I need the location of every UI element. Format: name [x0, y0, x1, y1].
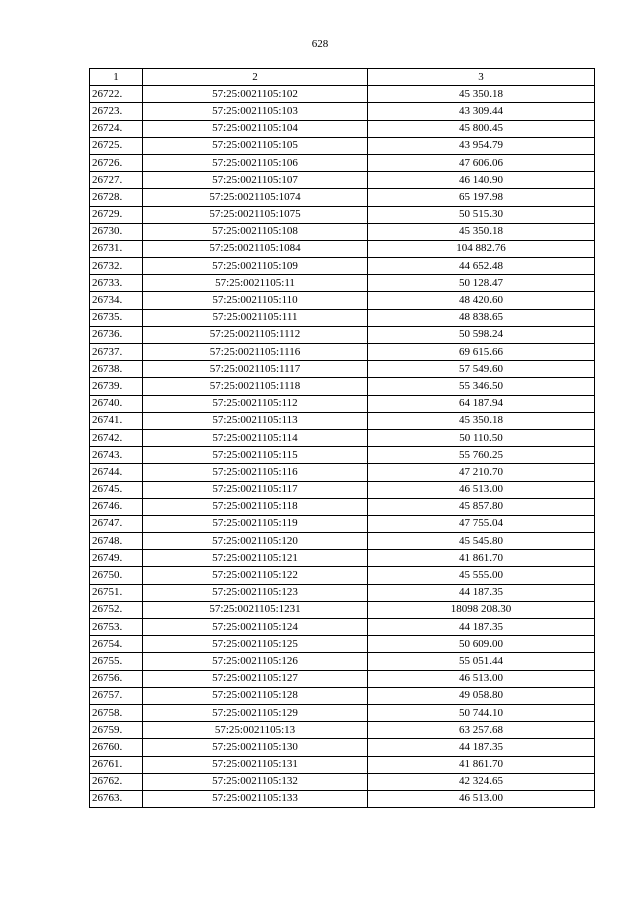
- cadastral-number-cell: 57:25:0021105:125: [143, 636, 368, 653]
- cadastral-number-cell: 57:25:0021105:11: [143, 275, 368, 292]
- table-row: [90, 773, 595, 790]
- cadastral-number-cell: 57:25:0021105:108: [143, 223, 368, 240]
- cadastral-number-cell: 57:25:0021105:1116: [143, 344, 368, 361]
- table-row: [90, 86, 595, 103]
- value-cell: 45 545.80: [368, 533, 595, 550]
- cadastral-number-cell: 57:25:0021105:123: [143, 584, 368, 601]
- cadastral-number-cell: 57:25:0021105:122: [143, 567, 368, 584]
- value-cell: 50 515.30: [368, 206, 595, 223]
- table-row: [90, 395, 595, 412]
- cadastral-number-cell: 57:25:0021105:13: [143, 722, 368, 739]
- cadastral-number-cell: 57:25:0021105:119: [143, 515, 368, 532]
- cadastral-number-cell: 57:25:0021105:115: [143, 447, 368, 464]
- table-row: [90, 670, 595, 687]
- row-number-cell: 26753.: [90, 619, 143, 636]
- table-row: [90, 223, 595, 240]
- table-row: [90, 790, 595, 807]
- value-cell: 45 350.18: [368, 86, 595, 103]
- cadastral-number-cell: 57:25:0021105:104: [143, 120, 368, 137]
- value-cell: 46 513.00: [368, 481, 595, 498]
- row-number-cell: 26755.: [90, 653, 143, 670]
- table-row: [90, 447, 595, 464]
- cadastral-number-cell: 57:25:0021105:110: [143, 292, 368, 309]
- row-number-cell: 26727.: [90, 172, 143, 189]
- value-cell: 45 350.18: [368, 412, 595, 429]
- column-header-1: 1: [90, 69, 143, 86]
- value-cell: 41 861.70: [368, 550, 595, 567]
- row-number-cell: 26740.: [90, 395, 143, 412]
- table-row: [90, 584, 595, 601]
- value-cell: 57 549.60: [368, 361, 595, 378]
- row-number-cell: 26725.: [90, 137, 143, 154]
- table-row: [90, 189, 595, 206]
- row-number-cell: 26722.: [90, 86, 143, 103]
- cadastral-number-cell: 57:25:0021105:130: [143, 739, 368, 756]
- value-cell: 55 346.50: [368, 378, 595, 395]
- row-number-cell: 26757.: [90, 687, 143, 704]
- row-number-cell: 26744.: [90, 464, 143, 481]
- table-row: [90, 258, 595, 275]
- value-cell: 44 187.35: [368, 739, 595, 756]
- table-row: [90, 326, 595, 343]
- table-row: [90, 498, 595, 515]
- row-number-cell: 26763.: [90, 790, 143, 807]
- row-number-cell: 26734.: [90, 292, 143, 309]
- row-number-cell: 26741.: [90, 412, 143, 429]
- table-row: [90, 636, 595, 653]
- row-number-cell: 26733.: [90, 275, 143, 292]
- cadastral-number-cell: 57:25:0021105:1117: [143, 361, 368, 378]
- cadastral-number-cell: 57:25:0021105:121: [143, 550, 368, 567]
- cadastral-number-cell: 57:25:0021105:129: [143, 704, 368, 721]
- cadastral-number-cell: 57:25:0021105:1231: [143, 601, 368, 618]
- cadastral-number-cell: 57:25:0021105:117: [143, 481, 368, 498]
- cadastral-number-cell: 57:25:0021105:127: [143, 670, 368, 687]
- row-number-cell: 26728.: [90, 189, 143, 206]
- row-number-cell: 26756.: [90, 670, 143, 687]
- table-row: [90, 206, 595, 223]
- cadastral-number-cell: 57:25:0021105:106: [143, 154, 368, 171]
- cadastral-number-cell: 57:25:0021105:133: [143, 790, 368, 807]
- table-row: [90, 361, 595, 378]
- table-row: [90, 619, 595, 636]
- column-header-3: 3: [368, 69, 595, 86]
- table-row: [90, 309, 595, 326]
- row-number-cell: 26732.: [90, 258, 143, 275]
- row-number-cell: 26723.: [90, 103, 143, 120]
- table-row: [90, 550, 595, 567]
- table-row: [90, 120, 595, 137]
- value-cell: 65 197.98: [368, 189, 595, 206]
- cadastral-number-cell: 57:25:0021105:1112: [143, 326, 368, 343]
- table-row: [90, 756, 595, 773]
- row-number-cell: 26729.: [90, 206, 143, 223]
- row-number-cell: 26752.: [90, 601, 143, 618]
- value-cell: 45 800.45: [368, 120, 595, 137]
- cadastral-number-cell: 57:25:0021105:102: [143, 86, 368, 103]
- value-cell: 55 760.25: [368, 447, 595, 464]
- cadastral-number-cell: 57:25:0021105:1075: [143, 206, 368, 223]
- cadastral-number-cell: 57:25:0021105:126: [143, 653, 368, 670]
- cadastral-number-cell: 57:25:0021105:107: [143, 172, 368, 189]
- table-row: [90, 533, 595, 550]
- column-header-2: 2: [143, 69, 368, 86]
- value-cell: 55 051.44: [368, 653, 595, 670]
- value-cell: 50 598.24: [368, 326, 595, 343]
- row-number-cell: 26762.: [90, 773, 143, 790]
- table-row: [90, 739, 595, 756]
- cadastral-number-cell: 57:25:0021105:1118: [143, 378, 368, 395]
- cadastral-number-cell: 57:25:0021105:1074: [143, 189, 368, 206]
- cadastral-number-cell: 57:25:0021105:131: [143, 756, 368, 773]
- row-number-cell: 26737.: [90, 344, 143, 361]
- row-number-cell: 26746.: [90, 498, 143, 515]
- row-number-cell: 26739.: [90, 378, 143, 395]
- data-table: [89, 68, 595, 808]
- value-cell: 64 187.94: [368, 395, 595, 412]
- value-cell: 45 555.00: [368, 567, 595, 584]
- value-cell: 47 210.70: [368, 464, 595, 481]
- value-cell: 69 615.66: [368, 344, 595, 361]
- cadastral-number-cell: 57:25:0021105:112: [143, 395, 368, 412]
- value-cell: 47 755.04: [368, 515, 595, 532]
- table-row: [90, 412, 595, 429]
- row-number-cell: 26754.: [90, 636, 143, 653]
- page-number: 628: [311, 38, 329, 50]
- table-row: [90, 103, 595, 120]
- row-number-cell: 26745.: [90, 481, 143, 498]
- table-row: [90, 704, 595, 721]
- cadastral-number-cell: 57:25:0021105:128: [143, 687, 368, 704]
- table-row: [90, 601, 595, 618]
- row-number-cell: 26742.: [90, 429, 143, 446]
- value-cell: 46 513.00: [368, 670, 595, 687]
- table-header-row: [90, 69, 595, 86]
- table-row: [90, 137, 595, 154]
- row-number-cell: 26736.: [90, 326, 143, 343]
- cadastral-number-cell: 57:25:0021105:118: [143, 498, 368, 515]
- value-cell: 41 861.70: [368, 756, 595, 773]
- value-cell: 45 350.18: [368, 223, 595, 240]
- table-row: [90, 429, 595, 446]
- table-row: [90, 292, 595, 309]
- row-number-cell: 26735.: [90, 309, 143, 326]
- cadastral-number-cell: 57:25:0021105:124: [143, 619, 368, 636]
- table-row: [90, 344, 595, 361]
- row-number-cell: 26759.: [90, 722, 143, 739]
- row-number-cell: 26751.: [90, 584, 143, 601]
- cadastral-number-cell: 57:25:0021105:111: [143, 309, 368, 326]
- value-cell: 104 882.76: [368, 240, 595, 257]
- table-row: [90, 481, 595, 498]
- table-row: [90, 653, 595, 670]
- row-number-cell: 26730.: [90, 223, 143, 240]
- value-cell: 47 606.06: [368, 154, 595, 171]
- value-cell: 49 058.80: [368, 687, 595, 704]
- table-row: [90, 515, 595, 532]
- value-cell: 48 420.60: [368, 292, 595, 309]
- table-row: [90, 464, 595, 481]
- row-number-cell: 26748.: [90, 533, 143, 550]
- cadastral-number-cell: 57:25:0021105:1084: [143, 240, 368, 257]
- row-number-cell: 26726.: [90, 154, 143, 171]
- cadastral-number-cell: 57:25:0021105:114: [143, 429, 368, 446]
- value-cell: 46 513.00: [368, 790, 595, 807]
- row-number-cell: 26758.: [90, 704, 143, 721]
- row-number-cell: 26750.: [90, 567, 143, 584]
- table-row: [90, 275, 595, 292]
- row-number-cell: 26760.: [90, 739, 143, 756]
- value-cell: 42 324.65: [368, 773, 595, 790]
- value-cell: 46 140.90: [368, 172, 595, 189]
- table-body: [90, 86, 595, 808]
- cadastral-number-cell: 57:25:0021105:113: [143, 412, 368, 429]
- value-cell: 50 744.10: [368, 704, 595, 721]
- table-row: [90, 154, 595, 171]
- row-number-cell: 26731.: [90, 240, 143, 257]
- table-row: [90, 567, 595, 584]
- row-number-cell: 26738.: [90, 361, 143, 378]
- cadastral-number-cell: 57:25:0021105:105: [143, 137, 368, 154]
- value-cell: 43 954.79: [368, 137, 595, 154]
- value-cell: 63 257.68: [368, 722, 595, 739]
- row-number-cell: 26749.: [90, 550, 143, 567]
- value-cell: 50 609.00: [368, 636, 595, 653]
- row-number-cell: 26747.: [90, 515, 143, 532]
- cadastral-number-cell: 57:25:0021105:109: [143, 258, 368, 275]
- value-cell: 50 128.47: [368, 275, 595, 292]
- cadastral-number-cell: 57:25:0021105:132: [143, 773, 368, 790]
- row-number-cell: 26724.: [90, 120, 143, 137]
- table-row: [90, 687, 595, 704]
- table-row: [90, 378, 595, 395]
- row-number-cell: 26743.: [90, 447, 143, 464]
- value-cell: 44 187.35: [368, 584, 595, 601]
- cadastral-number-cell: 57:25:0021105:116: [143, 464, 368, 481]
- value-cell: 45 857.80: [368, 498, 595, 515]
- value-cell: 18098 208.30: [368, 601, 595, 618]
- row-number-cell: 26761.: [90, 756, 143, 773]
- table-row: [90, 722, 595, 739]
- value-cell: 48 838.65: [368, 309, 595, 326]
- table-row: [90, 172, 595, 189]
- value-cell: 43 309.44: [368, 103, 595, 120]
- value-cell: 50 110.50: [368, 429, 595, 446]
- table-row: [90, 240, 595, 257]
- value-cell: 44 652.48: [368, 258, 595, 275]
- cadastral-number-cell: 57:25:0021105:120: [143, 533, 368, 550]
- cadastral-number-cell: 57:25:0021105:103: [143, 103, 368, 120]
- value-cell: 44 187.35: [368, 619, 595, 636]
